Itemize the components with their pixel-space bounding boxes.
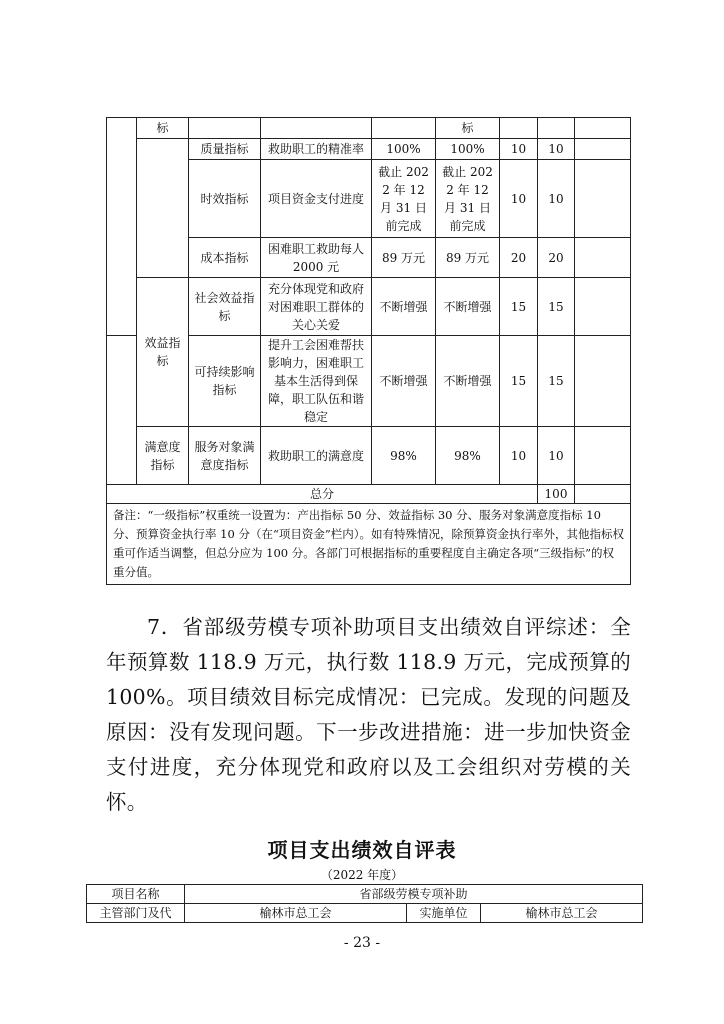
weight-cell: 10 <box>500 160 538 238</box>
indicator-cell: 困难职工救助每人 2000 元 <box>261 238 372 278</box>
indicator-cell: 救助职工的精准率 <box>261 139 372 160</box>
table-row <box>107 278 631 336</box>
level1-cell <box>107 118 137 336</box>
target-cell: 100% <box>372 139 436 160</box>
dept-value: 榆林市总工会 <box>185 904 407 923</box>
weight-cell: 15 <box>500 336 538 427</box>
actual-cell: 截止 2022 年 12 月 31 日前完成 <box>436 160 500 238</box>
actual-cell: 不断增强 <box>436 336 500 427</box>
target-cell: 不断增强 <box>372 278 436 336</box>
year-label: （2022 年度） <box>320 868 404 882</box>
level3-cell: 社会效益指标 <box>189 278 261 336</box>
indicator-cell: 提升工会困难帮扶影响力，困难职工基本生活得到保障，职工队伍和谐稳定 <box>261 336 372 427</box>
page-number: - 23 - <box>343 935 381 951</box>
actual-cell: 100% <box>436 139 500 160</box>
indicator-cell: 充分体现党和政府对困难职工群体的关心关爱 <box>261 278 372 336</box>
table-note: 备注：“一级指标”权重统一设置为：产出指标 50 分、效益指标 30 分、服务对象满意度指标 10 分、预算资金执行率 10 分（在“项目资金”栏内）。如有特殊情况，除预算资金执行率外，其他指标权重可作适当调整，但总分应为 100 分。各部门可根据指标的重要程度自主确定各项“三级指标”的权重分值。 <box>107 504 631 585</box>
score-cell: 10 <box>538 427 575 485</box>
project-info-table <box>86 884 643 923</box>
table-row <box>107 427 631 485</box>
indicator-cell: 项目资金支付进度 <box>261 160 372 238</box>
weight-cell: 10 <box>500 139 538 160</box>
total-label: 总分 <box>107 485 538 504</box>
table-row <box>107 139 631 160</box>
summary-paragraph: 7．省部级劳模专项补助项目支出绩效自评综述：全年预算数 118.9 万元，执行数 118.9 万元，完成预算的 100%。项目绩效目标完成情况：已完成。发现的问题及原因：没有发现问题。下一步改进措施：进一步加快资金支付进度，充分体现党和政府以及工会组织对劳模的关怀。 <box>106 615 631 814</box>
target-cell: 标 <box>436 118 500 139</box>
section-title: 项目支出绩效自评表 <box>267 838 457 862</box>
total-row <box>107 485 631 504</box>
score-cell: 10 <box>538 139 575 160</box>
level2-cell: 标 <box>137 118 189 139</box>
dept-label: 主管部门及代 <box>87 904 185 923</box>
score-cell: 15 <box>538 278 575 336</box>
weight-cell: 20 <box>500 238 538 278</box>
level3-cell: 质量指标 <box>189 139 261 160</box>
actual-cell: 98% <box>436 427 500 485</box>
level3-cell: 可持续影响指标 <box>189 336 261 427</box>
target-cell: 89 万元 <box>372 238 436 278</box>
benefit-indicator-label: 效益指标 <box>137 278 189 427</box>
performance-indicator-table <box>106 117 631 585</box>
score-cell: 20 <box>538 238 575 278</box>
project-name-label: 项目名称 <box>87 885 185 904</box>
target-cell: 截止 2022 年 12 月 31 日前完成 <box>372 160 436 238</box>
target-cell: 98% <box>372 427 436 485</box>
project-name-value: 省部级劳模专项补助 <box>185 885 643 904</box>
score-cell: 15 <box>538 336 575 427</box>
level3-cell: 时效指标 <box>189 160 261 238</box>
indicator-cell: 救助职工的满意度 <box>261 427 372 485</box>
actual-cell: 89 万元 <box>436 238 500 278</box>
total-score: 100 <box>538 485 575 504</box>
satisfaction-indicator-label: 满意度指标 <box>137 427 189 485</box>
level3-cell: 成本指标 <box>189 238 261 278</box>
weight-cell: 15 <box>500 278 538 336</box>
actual-cell: 不断增强 <box>436 278 500 336</box>
target-cell: 不断增强 <box>372 336 436 427</box>
level3-cell: 服务对象满意度指标 <box>189 427 261 485</box>
impl-label: 实施单位 <box>407 904 481 923</box>
impl-value: 榆林市总工会 <box>481 904 643 923</box>
score-cell: 10 <box>538 160 575 238</box>
note-row <box>107 504 631 585</box>
weight-cell: 10 <box>500 427 538 485</box>
